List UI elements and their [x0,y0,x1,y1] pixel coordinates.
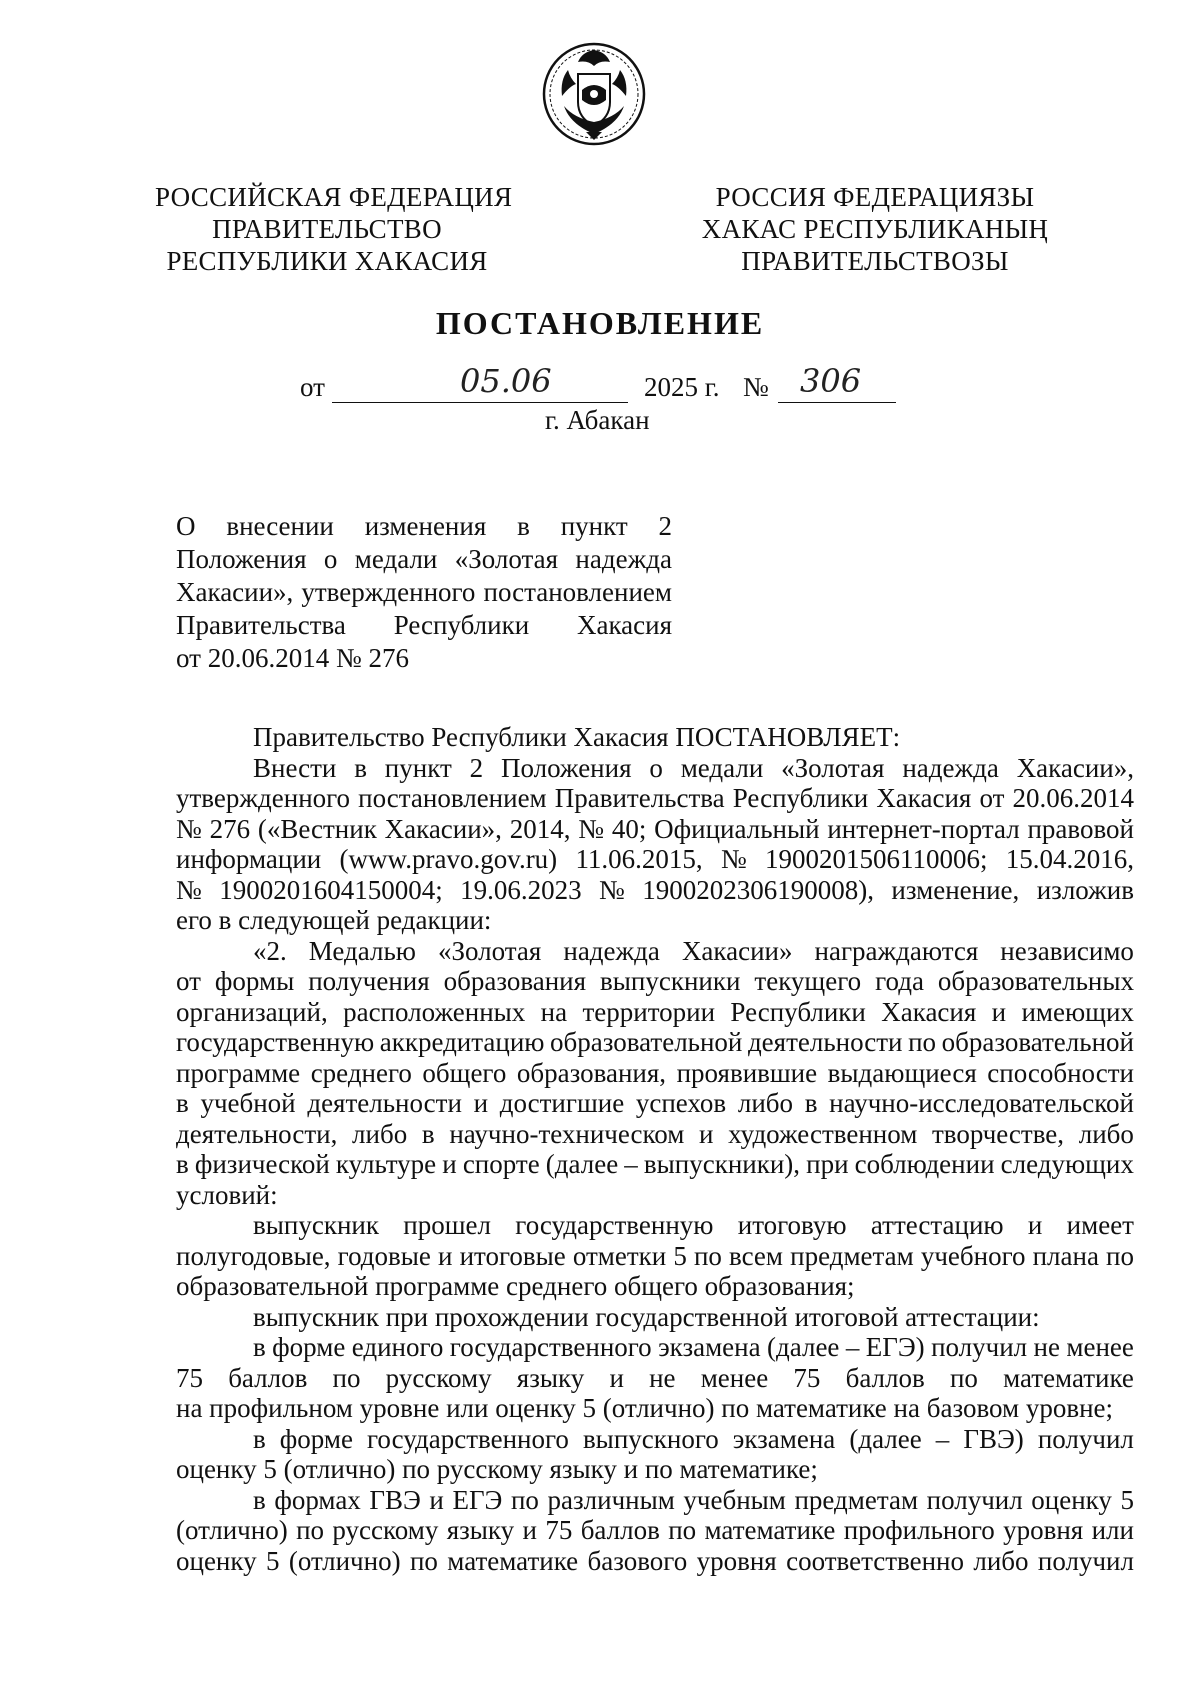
body-word: итоговую [737,1210,847,1240]
body-word: либо [737,1088,794,1118]
body-word: государственную [515,1210,714,1240]
handwritten-number: 306 [800,362,862,400]
body-word: 1900202306190008), [642,874,874,905]
body-word: Хакасии», [1016,752,1134,783]
body-word: ГВЭ [369,1484,421,1515]
body-word: Хакасии», [384,813,502,844]
body-line: его в следующей редакции: [176,905,492,935]
body-word: аккредитацию [379,1027,545,1057]
body-word: (отлично) [176,1515,288,1545]
body-word: оценку [1031,1484,1112,1515]
subject-word: надежда [575,544,672,574]
body-word: 11.06.2015, [575,844,703,874]
body-word: («Вестник [257,813,377,844]
body-line [176,997,1134,1028]
subject-word: Республики [393,610,530,640]
handwritten-date: 05.06 [460,362,552,400]
body-word: языку [446,1515,515,1545]
body-word: получил [1037,1423,1134,1454]
body-word: изложив [1036,874,1134,905]
body-word: либо [352,1118,408,1149]
body-word: образования [443,966,587,996]
body-word: Хакасия [876,783,972,813]
body-word: 1900201506110006; [764,844,988,874]
body-word: 1900201604150004; [219,874,443,905]
body-word: всем [729,1240,784,1271]
subject-word: медали [354,544,438,574]
body-line [176,1149,1134,1180]
body-word: 276 [209,813,251,844]
number-underline [778,402,896,403]
body-word: способности [987,1057,1134,1088]
body-word: № [176,874,202,905]
body-word: единого [351,1332,444,1362]
body-word: и [442,1149,457,1179]
body-word: получения [308,966,430,996]
body-word: текущего [754,966,862,996]
body-word: от [176,966,201,996]
subject-word: Правительства [176,610,346,640]
subject-line [176,510,672,543]
body-word: базового [587,1545,688,1576]
body-line [176,1485,1134,1516]
body-word: по [1106,1240,1134,1271]
body-word: или [1091,1515,1134,1545]
body-word: надежда [563,935,660,966]
header-left-line: РЕСПУБЛИКИ ХАКАСИЯ [166,246,488,276]
body-line [176,783,1134,814]
body-word: годовые [337,1240,431,1271]
date-year: 2025 г. [644,372,720,402]
body-word: художественном [728,1118,918,1149]
subject-block [176,510,672,675]
body-word: – [624,1149,638,1179]
body-word: математике [704,1515,836,1545]
body-word: надежда [902,752,999,783]
body-word: выпускники [600,966,741,996]
body-word: на [540,996,568,1027]
body-word: образовательной [941,1027,1134,1057]
body-word: государственного [449,1332,652,1362]
body-word: изменение, [891,874,1020,905]
body-line [176,1088,1134,1119]
body-line [176,1363,1134,1394]
body-word: расположенных [343,996,526,1027]
body-word: № [176,813,202,844]
body-word: выпускного [582,1423,719,1454]
body-word: русскому [385,1362,492,1393]
subject-word: изменения [364,511,487,541]
subject-word: «Золотая [454,544,559,574]
body-word: научно-техническом [449,1118,685,1149]
body-word: постановлением [358,783,547,813]
body-word: в [421,1118,435,1149]
body-word: достигшие [499,1088,625,1118]
body-word: по [949,1362,978,1393]
body-word: и [609,1362,624,1393]
body-word: экзамена [732,1423,836,1454]
subject-line [176,576,672,609]
body-line [176,875,1134,906]
body-word: территории [582,996,716,1027]
body-word: образования, [516,1057,667,1088]
subject-word: постановлением [483,577,672,607]
body-line [176,844,1134,875]
body-word: либо [1078,1118,1134,1149]
body-word: государственную [176,1027,375,1057]
body-word: по [693,1240,722,1271]
date-from-label: от [300,372,325,402]
body-word: деятельности [307,1088,462,1118]
body-word: математике [447,1545,579,1576]
body-word: ГВЭ) [963,1423,1024,1454]
body-word: и [522,1515,537,1545]
body-word: от [979,783,1005,813]
body-word: информации [176,844,322,874]
subject-line [176,609,672,642]
subject-word: пункт [560,511,628,541]
body-word: соответственно [786,1545,964,1576]
body-word: Республики [730,996,866,1027]
body-line [176,753,1134,784]
header-left-block [155,181,513,277]
body-word: русскому [332,1515,439,1545]
body-word: спорте [462,1149,540,1179]
body-line [176,1027,1134,1058]
body-word: – [845,1332,860,1362]
body-word: уровня [696,1545,777,1576]
body-word: полугодовые, [176,1240,331,1271]
body-word: учебной [200,1088,296,1118]
body-word: формах [274,1484,361,1515]
body-line [176,1515,1134,1546]
body-word: и [699,1118,714,1149]
body-line [176,1119,1134,1150]
body-word: учебным [683,1484,786,1515]
body-word: 5 [1120,1484,1134,1515]
body-word: плана [1032,1240,1099,1271]
body-word: Внести [253,752,337,783]
body-word: Республики [732,783,869,813]
body-word: в [176,1088,189,1118]
header-left-line: ПРАВИТЕЛЬСТВО [212,214,442,244]
body-word: научно-исследовательской [829,1088,1134,1118]
body-word: 75 [176,1362,203,1393]
body-word: 5 [673,1240,687,1271]
subject-word: Положения [176,544,307,574]
body-word: 2 [469,752,484,783]
body-word: деятельности [747,1027,903,1057]
body-word: Правительства [554,783,725,813]
body-line [176,814,1134,845]
body-word: учебного [920,1240,1026,1271]
body-word: выдающиеся [827,1057,977,1088]
header-left-line: РОССИЙСКАЯ ФЕДЕРАЦИЯ [155,182,513,212]
body-word: и [1027,1210,1043,1240]
header-right-line: ХАКАС РЕСПУБЛИКАНЫҢ [701,214,1049,244]
subject-word: Хакасии», [176,577,294,607]
body-word: ЕГЭ) [865,1332,925,1362]
body-word: не [649,1362,676,1393]
body-word: утвержденного [176,783,351,813]
body-word: экзамена [658,1332,761,1362]
body-line: условий: [176,1179,278,1210]
body-word: по [409,1545,438,1576]
subject-word: Хакасия [576,610,672,640]
city-name: г. Абакан [545,405,650,435]
body-word: формы [214,966,295,996]
body-word: проявившие [676,1057,818,1088]
subject-word: О [176,511,196,541]
body-word: – [935,1423,950,1454]
header-right-line: ПРАВИТЕЛЬСТВОЗЫ [741,246,1009,276]
body-word: физической [194,1149,330,1179]
body-word: Хакасии» [681,935,793,966]
body-line [176,1332,1134,1363]
subject-word: в [517,511,530,541]
body-word: соблюдении [854,1149,995,1179]
body-word: имеющих [1021,996,1134,1027]
body-word: получил [1037,1545,1134,1576]
body-word: (далее [767,1332,840,1362]
body-word: 20.06.2014 [1012,783,1134,813]
header-right-line: РОССИЯ ФЕДЕРАЦИЯЗЫ [715,182,1035,212]
body-line [176,1424,1134,1455]
body-word: программе [176,1057,301,1088]
date-underline [332,402,628,403]
body-word: профильного [843,1515,995,1545]
body-line: оценку 5 (отлично) по русскому языку и по математике; [176,1454,818,1484]
body-word: организаций, [176,996,328,1027]
body-word: и [438,1240,453,1271]
body-word: отметки [572,1240,667,1271]
body-word: итоговые [459,1240,566,1271]
body-word: Медалью [308,935,416,966]
coat-of-arms-emblem-icon [540,40,648,148]
body-word: предметам [790,1240,914,1271]
body-word: предметам [794,1484,919,1515]
body-line [176,1058,1134,1089]
body-word: «Золотая [438,935,542,966]
body-word: общего [422,1057,507,1088]
document-body [176,722,1134,1576]
body-word: оценку [176,1545,257,1576]
body-word: баллов [228,1362,308,1393]
body-word: и [429,1484,444,1515]
body-word: в [253,1332,266,1362]
body-line: на профильном уровне или оценку 5 (отлично) по математике на базовом уровне; [176,1393,1114,1423]
body-word: пункт [384,752,452,783]
body-word: прошел [403,1210,491,1240]
body-line [176,1546,1134,1577]
subject-word: о [323,544,338,574]
subject-word: утвержденного [301,577,476,607]
body-word: 15.04.2016, [1005,844,1134,874]
body-word: баллов [845,1362,925,1393]
body-word: деятельности, [176,1118,338,1149]
body-word: в [176,1149,189,1179]
body-word: награждаются [814,935,979,966]
body-word: менее [1066,1332,1134,1362]
body-word: о [649,752,663,783]
body-word: 75 [793,1362,821,1393]
body-word: выпускники), [643,1149,801,1179]
body-line [176,966,1134,997]
body-word: по [296,1515,325,1545]
body-word: образовательной [550,1027,743,1057]
body-word: по [908,1027,937,1057]
body-word: 19.06.2023 [460,874,582,905]
subject-word: внесении [226,511,334,541]
header-right-block [690,181,1060,277]
body-word: 40; [611,813,647,844]
body-word: в [253,1484,266,1515]
body-word: имеет [1066,1210,1134,1240]
body-line [176,936,1134,967]
body-word: получил [926,1484,1023,1515]
body-word: Положения [500,752,632,783]
body-word: по [510,1484,539,1515]
body-word: культуре [335,1149,437,1179]
body-word: математике [1003,1362,1134,1393]
body-word: форме [279,1423,353,1454]
body-word: (далее [849,1423,922,1454]
body-word: по [668,1515,697,1545]
body-word: правовой [1027,813,1134,844]
subject-line [176,642,672,675]
subject-word: 2 [658,511,672,541]
body-line: образовательной программе среднего общего образования; [176,1271,855,1301]
body-word: 5 [266,1545,280,1576]
body-word: 2014, [509,813,571,844]
body-word: выпускник [253,1210,379,1240]
body-word: года [875,966,924,996]
body-word: в [354,752,367,783]
body-word: медали [680,752,764,783]
body-word: (отлично) [288,1545,401,1576]
body-word: образовательных [937,966,1134,996]
body-word: следующих [1000,1149,1134,1179]
body-word: № [599,874,625,905]
body-word: творчестве, [932,1118,1065,1149]
body-word: и [991,996,1007,1027]
body-word: либо [973,1545,1029,1576]
body-word: не [1033,1332,1060,1362]
body-word: (далее [545,1149,619,1179]
body-word: и [473,1088,489,1118]
body-word: № [578,813,605,844]
body-word: менее [700,1362,769,1393]
body-word: среднего [310,1057,412,1088]
body-word: уровня [1003,1515,1084,1545]
date-number-line [0,362,1200,408]
subject-line [176,543,672,576]
body-word: аттестацию [870,1210,1004,1240]
body-line [176,1210,1134,1241]
body-word: «2. [253,935,287,966]
body-word: при [806,1149,849,1179]
body-word: 75 [545,1515,573,1545]
body-word: государственного [367,1423,569,1454]
body-word: баллов [580,1515,660,1545]
body-word: по [332,1362,361,1393]
body-word: № [720,844,747,874]
body-word: языку [516,1362,585,1393]
body-word: успехов [635,1088,727,1118]
body-word: ЕГЭ [452,1484,503,1515]
body-word: Хакасия [881,996,977,1027]
subject-word: от 20.06.2014 № 276 [176,643,409,673]
body-line: Правительство Республики Хакасия ПОСТАНОВЛЯЕТ: [253,722,901,752]
body-word: Официальный [654,813,820,844]
body-word: получил [931,1332,1028,1362]
body-word: (www.pravo.gov.ru) [339,844,558,874]
body-word: различным [547,1484,675,1515]
body-word: в [253,1423,266,1454]
body-line [176,1241,1134,1272]
body-word: форме [272,1332,346,1362]
document-title: ПОСТАНОВЛЕНИЕ [435,305,765,341]
body-word: независимо [1000,935,1134,966]
body-word: в [804,1088,818,1118]
body-word: интернет-портал [827,813,1020,844]
number-label: № [743,372,769,402]
body-word: «Золотая [781,752,885,783]
body-line: выпускник при прохождении государственной итоговой аттестации: [253,1301,1040,1332]
